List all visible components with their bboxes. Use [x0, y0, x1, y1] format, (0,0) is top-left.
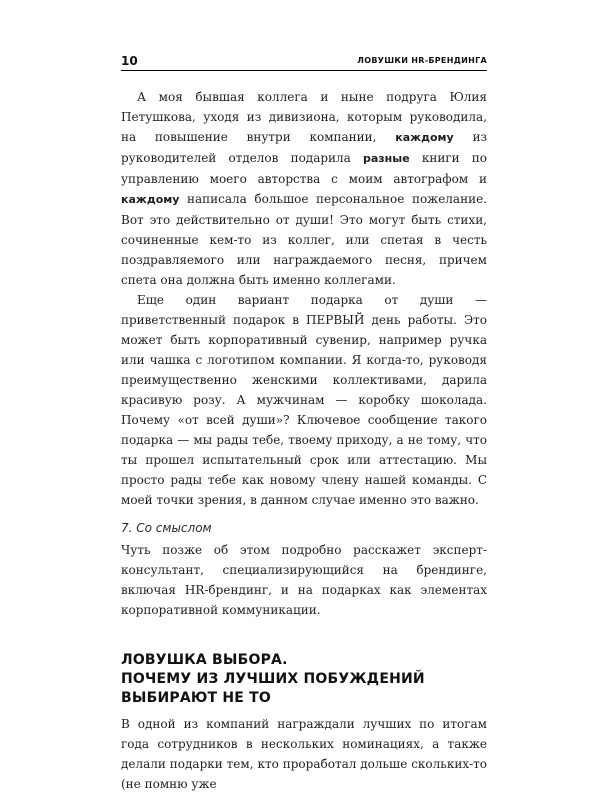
emphasis-each-2: каждому: [121, 193, 180, 206]
running-title: ЛОВУШКИ HR-БРЕНДИНГА: [357, 56, 487, 65]
page-content: [121, 78, 487, 794]
paragraph-1-text-4: написала большое персональное пожелание. Вот это действительно от души! Это могут быть стихи, сочиненные кем-то из коллег, или спетая в честь поздравляемого или награждаемого песня, причем спета она должна быть именно коллегами.: [121, 192, 487, 287]
section-heading-line-2: ПОЧЕМУ ИЗ ЛУЧШИХ ПОБУЖДЕНИЙ: [121, 671, 425, 687]
section-heading-line-3: ВЫБИРАЮТ НЕ ТО: [121, 690, 271, 706]
emphasis-different: разные: [362, 152, 410, 165]
running-header: [121, 56, 487, 71]
paragraph-1-text-3: книги по управлению моего авторства с моим автографом и: [121, 151, 487, 186]
subheading-with-meaning: 7. Со смыслом: [121, 521, 212, 535]
page-number: 10: [121, 54, 138, 68]
emphasis-each-1: каждому: [395, 131, 454, 144]
paragraph-1-text-1: А моя бывшая коллега и ныне подруга Юлия Петушкова, уходя из дивизиона, которым руководила, на повышение внутри компании,: [121, 90, 487, 144]
paragraph-gift-from-colleague: [121, 87, 487, 290]
section-heading: [121, 651, 487, 708]
paragraph-1-text-2: из руководителей отделов подарила: [121, 130, 487, 165]
paragraph-welcome-gift: Еще один вариант подарка от души — приветственный подарок в ПЕРВЫЙ день работы. Это может быть корпоративный сувенир, например ручка или чашка с логотипом компании. Я когда-то, руководя преимущественно женскими коллективами, дарила красивую розу. А мужчинам — коробку шоколада. Почему «от всей души»? Ключевое сообщение такого подарка — мы рады тебе, твоему приходу, а не тому, что ты прошел испытательный срок или аттестацию. Мы просто рады тебе как новому члену нашей команды. С моей точки зрения, в данном случае именно это важно.: [121, 293, 487, 507]
paragraph-expert-note: Чуть позже об этом подробно расскажет эксперт-консультант, специализирующийся на брендинге, включая HR-брендинг, и на подарках как элементах корпоративной коммуникации.: [121, 543, 487, 617]
section-heading-line-1: ЛОВУШКА ВЫБОРА.: [121, 652, 288, 668]
paragraph-awards-story: В одной из компаний награждали лучших по итогам года сотрудников в нескольких номинациях, а также делали подарки тем, кто проработал дольше скольких-то (не помню уже: [121, 717, 487, 791]
